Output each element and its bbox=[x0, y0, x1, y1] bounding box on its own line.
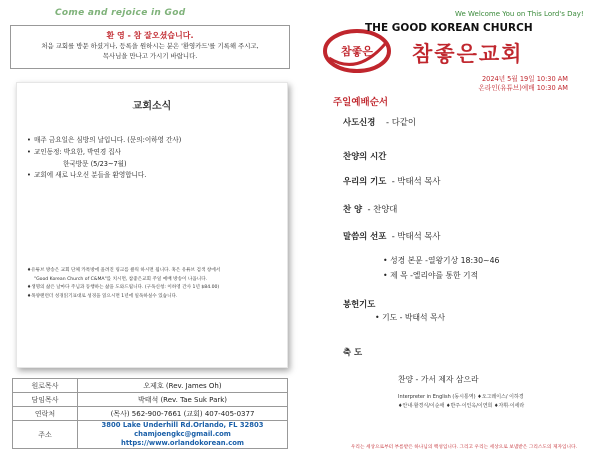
benediction: 축 도 bbox=[343, 347, 363, 357]
note-item-cont: "Good Korean Church of C&MA"를 치시면, 참좋은교회 주일 예배 방송이 나옵니다. bbox=[34, 276, 208, 282]
closing-hymn: 찬양 - 가서 제자 삼으라 bbox=[398, 375, 479, 384]
note-item: ♦생명의 삶은 날마다 주님과 동행하는 삶을 도와드립니다. (구독신청: 이하영 간사 1년 $84.00) bbox=[27, 285, 220, 290]
news-item: • 교회에 새로 나오신 분들을 환영합니다. bbox=[27, 171, 147, 179]
online-service: 온라인(유튜브)예배 10:30 AM bbox=[478, 84, 568, 92]
welcome-box bbox=[10, 25, 290, 69]
website-link[interactable]: https://www.orlandokorean.com bbox=[121, 439, 244, 447]
service-date: 2024년 5월 19일 10:30 AM bbox=[481, 75, 568, 83]
welcome-line-2: 목사님을 만나고 가시기 바랍니다. bbox=[102, 52, 198, 60]
staff-role: 주소 bbox=[13, 421, 78, 449]
welcome-title: 환 영 - 참 잘오셨습니다. bbox=[106, 31, 194, 40]
staff-value: 박태석 (Rev. Tae Suk Park) bbox=[78, 393, 288, 407]
church-news-card bbox=[16, 82, 288, 368]
service-order-title: 주일예배순서 bbox=[333, 97, 389, 108]
interpreter-line: Interpreter in English (동시통역) ♦오그레이스/ 이하경 bbox=[398, 394, 524, 400]
church-logo bbox=[323, 28, 393, 74]
order-item: 찬양의 시간 bbox=[343, 151, 387, 161]
address: 3800 Lake Underhill Rd.Orlando, FL 32803 bbox=[101, 421, 264, 429]
news-list bbox=[27, 135, 282, 182]
bullet-icon: • bbox=[27, 148, 31, 156]
staff-role: 원로목사 bbox=[13, 379, 78, 393]
order-item: 우리의 기도 - 박태석 목사 bbox=[343, 176, 441, 186]
email-link[interactable]: chamjoengkc@gmail.com bbox=[134, 430, 231, 438]
welcome-message: We Welcome You on This Lord's Day! bbox=[455, 10, 584, 18]
offering-label: 봉헌기도 bbox=[343, 299, 376, 309]
note-item: ♦목양랜런더 성경읽기표대로 성경을 읽으시면 1년에 일독하실수 있습니다. bbox=[27, 293, 178, 299]
news-item: • 교인동정: 박요한, 박연경 집사 bbox=[27, 148, 122, 156]
order-item: 사도신경 - 다같이 bbox=[343, 117, 416, 127]
table-row bbox=[13, 379, 288, 393]
news-title: 교회소식 bbox=[132, 101, 172, 112]
news-item: • 매주 금요일은 심방의 날입니다. (문의:이하영 간사) bbox=[27, 136, 182, 144]
offering-prayer: • 기도 - 박태석 목사 bbox=[375, 313, 446, 322]
interpreter-info bbox=[398, 393, 588, 410]
tagline: Come and rejoice in God bbox=[55, 8, 186, 18]
staff-role: 연락처 bbox=[13, 407, 78, 421]
order-item: 찬 양 - 찬양대 bbox=[343, 204, 398, 214]
logo-text: 참좋은 bbox=[341, 45, 373, 58]
staff-table bbox=[12, 378, 288, 449]
church-name-english: THE GOOD KOREAN CHURCH bbox=[365, 22, 533, 34]
table-row bbox=[13, 407, 288, 421]
staff-value: 오제호 (Rev. James Oh) bbox=[78, 379, 288, 393]
bullet-icon: • bbox=[27, 136, 31, 144]
table-row bbox=[13, 421, 288, 449]
order-item: 말씀의 선포 - 박태석 목사 bbox=[343, 231, 441, 241]
helpers-line: ♦안내·할경식/이순애 ♦반주·이인옥/이연희 ♦자휘·이세라 bbox=[398, 402, 525, 409]
table-row bbox=[13, 393, 288, 407]
church-name-korean: 참좋은교회 bbox=[412, 42, 524, 66]
bullet-icon: • bbox=[27, 171, 31, 179]
scripture: • 성경 본문 -열왕기상 18:30~46 bbox=[383, 256, 500, 265]
staff-value: (목사) 562-900-7661 (교회) 407-405-0377 bbox=[78, 407, 288, 421]
address-cell bbox=[78, 421, 288, 449]
sermon-title: • 제 목 -엘리야를 통한 기적 bbox=[383, 271, 479, 280]
staff-role: 담임목사 bbox=[13, 393, 78, 407]
news-sub-item: 한국방문 (5/23~7월) bbox=[63, 160, 127, 168]
note-item: ♦유튜브 방송은 교회 단체 카톡방에 올려진 링크를 클릭 하시면 됩니다. 혹은 유튜브 검색 창에서 bbox=[27, 268, 221, 273]
footer-motto: 우리는 세상으로부터 부름받은 하나님의 백성입니다. 그리고 우리는 세상으로 보냄받은 그리스도의 제자입니다. bbox=[350, 445, 578, 450]
welcome-line-1: 처음 교회를 방문 하셨거나, 등록을 원하시는 분은 '환영카드'를 기록해 주시고, bbox=[41, 42, 259, 50]
notes bbox=[27, 267, 282, 301]
